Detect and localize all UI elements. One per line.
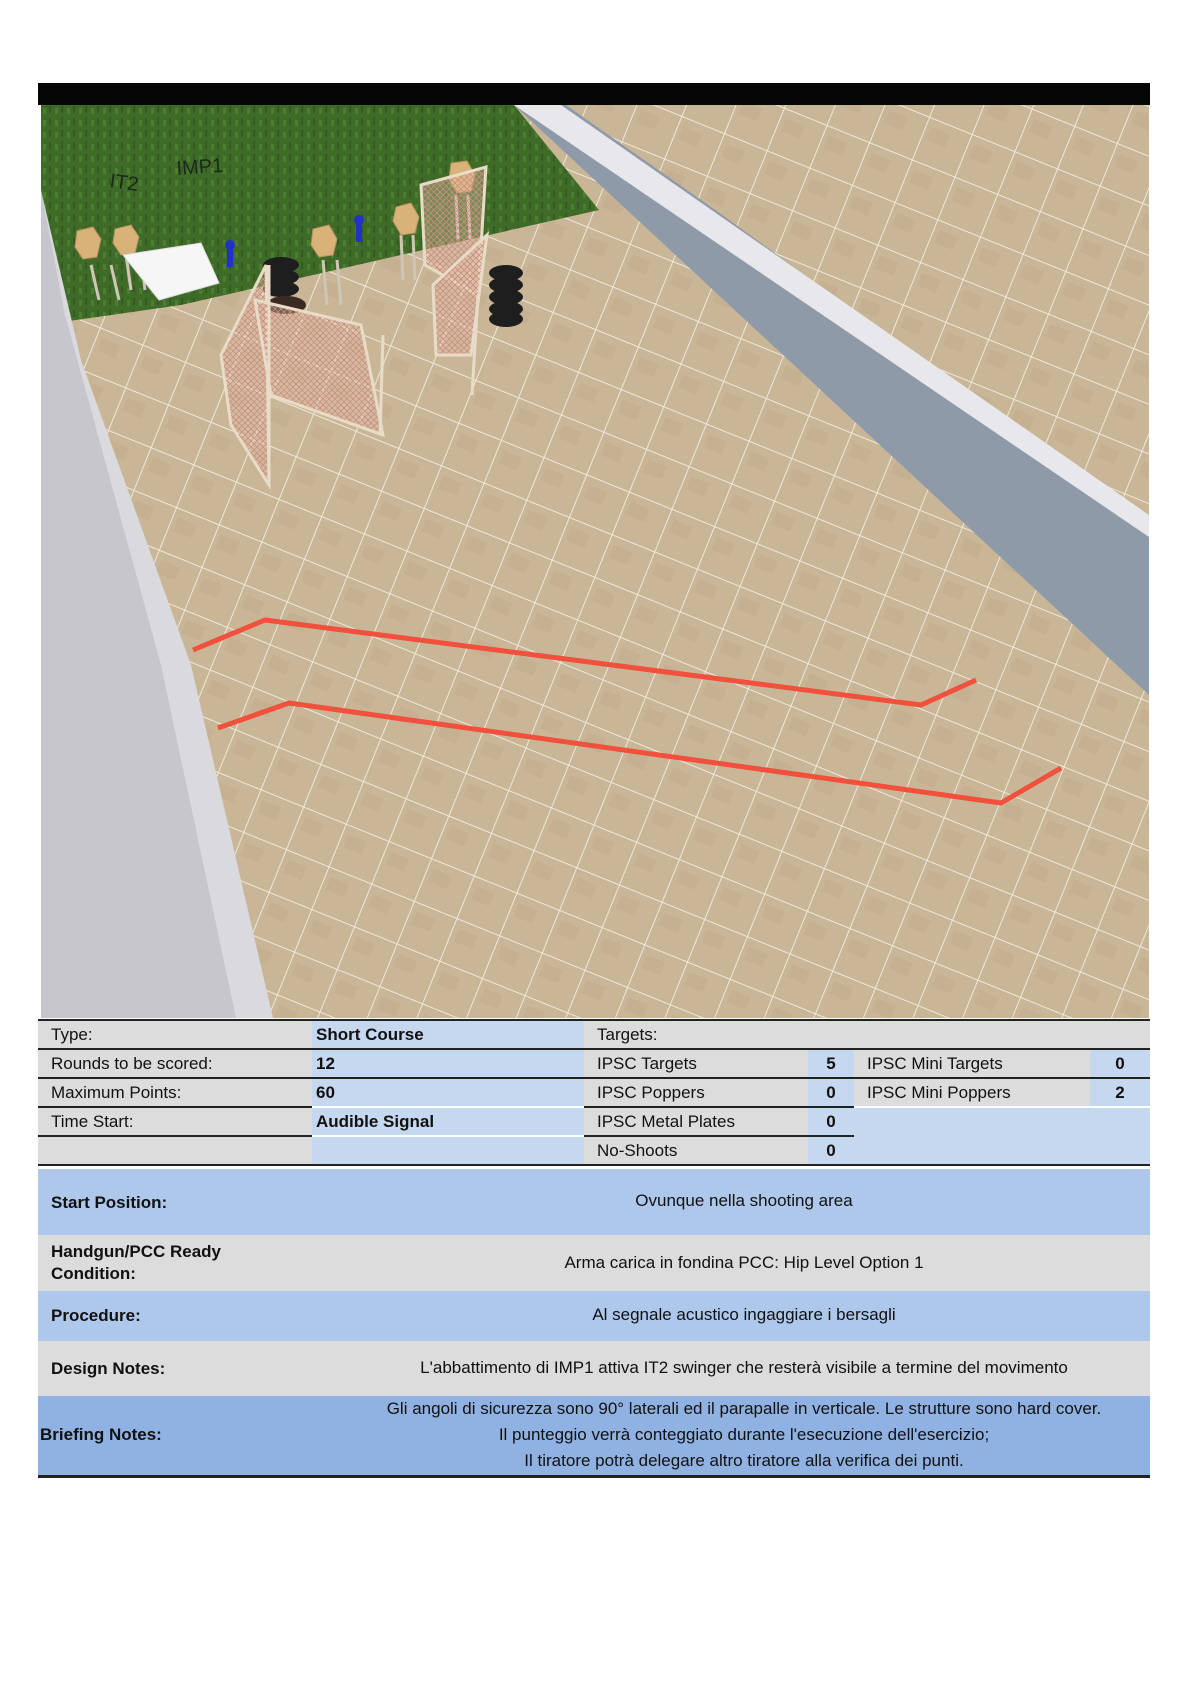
design-notes-text: L'abbattimento di IMP1 attiva IT2 swinger che resterà visibile a termine del movimento [420,1358,1068,1377]
top-black-bar [38,83,1150,105]
label-it2: IT2 [108,170,140,196]
table-bottom-border [38,1475,1150,1478]
ipsc-mini-targets-label: IPSC Mini Targets [854,1050,1090,1077]
type-label: Type: [38,1021,312,1048]
type-value: Short Course [312,1021,584,1048]
max-points-label: Maximum Points: [38,1079,312,1106]
stage-notes [38,1169,1150,1475]
procedure-label: Procedure: [51,1306,141,1325]
no-shoots-label: No-Shoots [584,1137,808,1164]
stage-render [41,105,1149,1018]
start-position-label: Start Position: [51,1193,168,1212]
design-notes-label: Design Notes: [51,1359,166,1378]
ipsc-targets-label: IPSC Targets [584,1050,808,1077]
ipsc-targets-value: 5 [808,1050,854,1077]
no-shoots-value: 0 [808,1137,854,1164]
procedure-row [38,1291,1150,1341]
rounds-label: Rounds to be scored: [38,1050,312,1077]
stage-info-table [38,1019,1150,1165]
ipsc-mini-targets-value: 0 [1090,1050,1150,1077]
briefing-notes-text: Gli angoli di sicurezza sono 90° laterali ed il parapalle in verticale. Le strutture sono hard cover. Il punteggio verrà conteggiato durante l'esecuzione dell'esercizio; Il tiratore potrà delegare altro tiratore alla verifica dei punti. [386,1399,1102,1470]
ipsc-metal-plates-label: IPSC Metal Plates [584,1108,808,1135]
ready-condition-text: Arma carica in fondina PCC: Hip Level Option 1 [564,1253,924,1272]
ipsc-poppers-label: IPSC Poppers [584,1079,808,1106]
targets-header: Targets: [584,1021,1150,1048]
ready-condition-label: Handgun/PCC Ready Condition: [51,1242,222,1283]
ipsc-mini-poppers-value: 2 [1090,1079,1150,1106]
ready-condition-row [38,1235,1150,1291]
rounds-value: 12 [312,1050,584,1077]
start-position-row [38,1169,1150,1235]
start-position-text: Ovunque nella shooting area [635,1191,853,1210]
max-points-value: 60 [312,1079,584,1106]
ipsc-mini-poppers-label: IPSC Mini Poppers [854,1079,1090,1106]
time-start-label: Time Start: [38,1108,312,1135]
label-imp1: IMP1 [175,154,224,180]
briefing-notes-row [38,1396,1150,1475]
ipsc-metal-plates-value: 0 [808,1108,854,1135]
time-start-value: Audible Signal [312,1108,584,1135]
ipsc-poppers-value: 0 [808,1079,854,1106]
procedure-text: Al segnale acustico ingaggiare i bersagli [592,1305,896,1324]
design-notes-row [38,1341,1150,1396]
briefing-notes-label: Briefing Notes: [40,1425,162,1444]
